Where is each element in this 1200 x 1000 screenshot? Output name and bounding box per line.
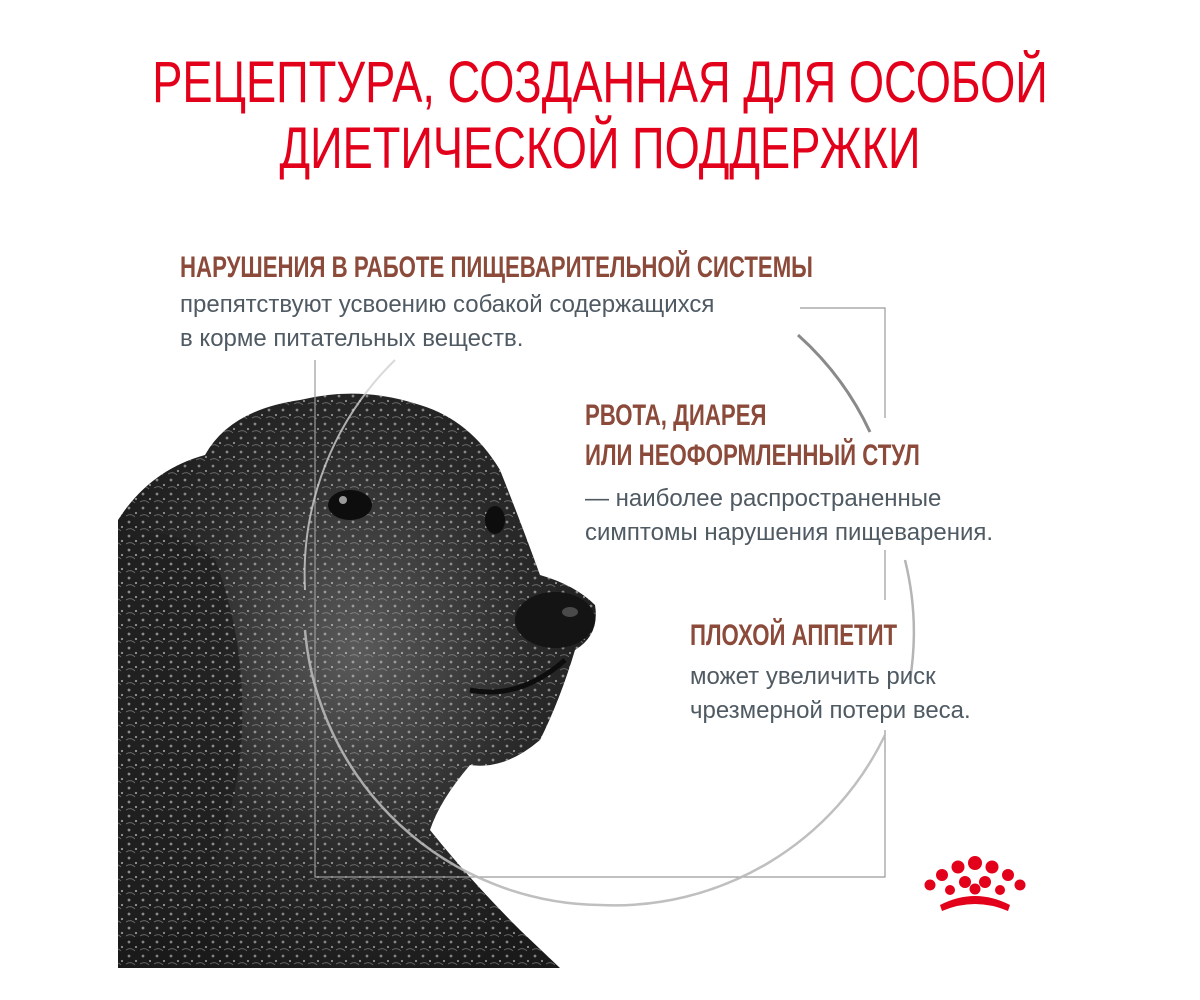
info-text-line-2: в корме питательных веществ. bbox=[180, 325, 524, 352]
info-text-line-2: симптомы нарушения пищеварения. bbox=[585, 519, 994, 546]
info-block-symptoms bbox=[585, 396, 1038, 550]
title-line-2: ДИЕТИЧЕСКОЙ ПОДДЕРЖКИ bbox=[279, 116, 921, 181]
info-block-appetite bbox=[690, 616, 971, 728]
info-text-line-1: препятствуют усвоению собакой содержащихся bbox=[180, 291, 715, 318]
info-text-line-1: может увеличить риск bbox=[690, 663, 936, 690]
royal-crown-logo bbox=[920, 855, 1030, 915]
dog-portrait bbox=[118, 394, 596, 968]
info-heading-symptoms-2: ИЛИ НЕОФОРМЛЕННЫЙ СТУЛ bbox=[585, 439, 920, 472]
info-heading-appetite: ПЛОХОЙ АППЕТИТ bbox=[690, 619, 898, 652]
info-text-line-2: чрезмерной потери веса. bbox=[690, 697, 971, 724]
info-heading-symptoms-1: РВОТА, ДИАРЕЯ bbox=[585, 399, 767, 432]
title-line-1: РЕЦЕПТУРА, СОЗДАННАЯ ДЛЯ ОСОБОЙ bbox=[152, 50, 1048, 115]
info-block-digestive bbox=[180, 248, 1035, 356]
info-text-line-1: — наиболее распространенные bbox=[585, 485, 942, 512]
info-heading-digestive: НАРУШЕНИЯ В РАБОТЕ ПИЩЕВАРИТЕЛЬНОЙ СИСТЕМЫ bbox=[180, 251, 813, 284]
